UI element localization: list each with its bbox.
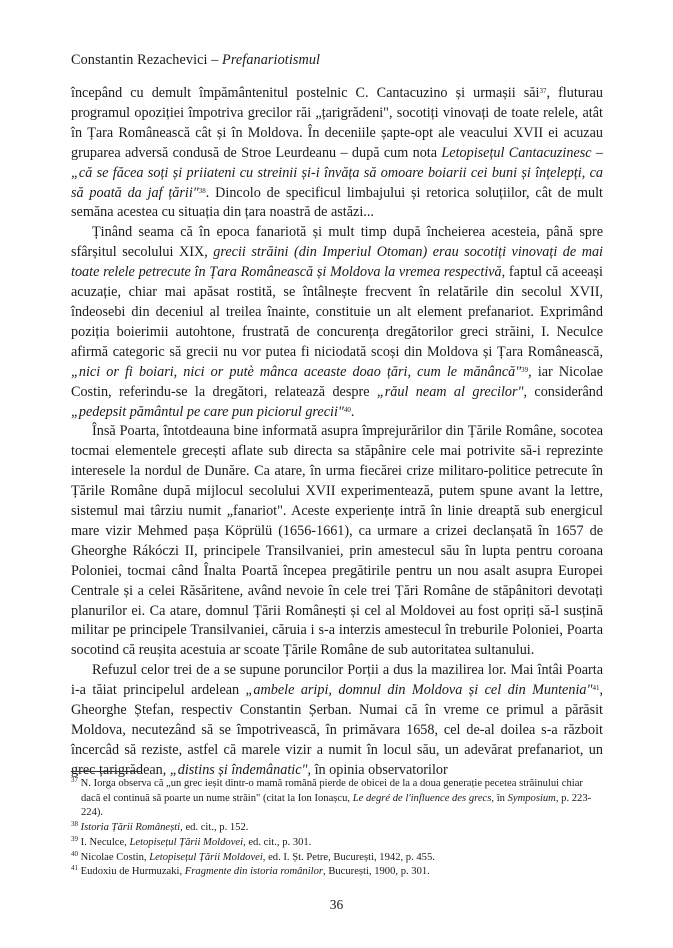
- text-run: N. Iorga observa că „un grec ieșit dintr-o mamă română pierde de obicei de la a doua generație pecetea străinului chiar dacă el continuă să poarte un nume străin" (citat la Ion Ionașcu,: [78, 778, 583, 804]
- running-header: [71, 52, 320, 69]
- paragraph-3: Însă Poarta, întotdeauna bine informată asupra împrejurărilor din Țările Române, socotea tocmai elementele grecești aflate sub directa sa stăpânire cele mai potrivite să-i reprezinte interesele la nordul de Dunăre. Ca atare, în urma fiecărei crize militaro-politice petrecute în Țările Române după mijlocul secolului XVII experimentează, putem spune avant la lettre, sistemul mai târziu numit „fanariot". Aceste experiențe intră în linie dreaptă sub energicul mare vizir Mehmed pașa Köprülü (1656-1661), ca urmare a crizei declanșată în 1657 de Gheorghe Rákóczi II, principele Transilvaniei, prin amestecul său în lupta pentru coroana Poloniei, tocmai când Înalta Poartă începea pregătirile pentru un nou asalt asupra Europei Centrale și a celei Răsăritene, având nevoie în cele trei Țări Române de stăpânitori devotați planurilor ei. Ca atare, domnul Țării Românești și cel al Moldovei au fost opriți să-l susțină militar pe principele Transilvaniei, căruia i s-a interzis amestecul în treburile Poloniei, Poarta socotind că reușita acestuia ar scoate Țările Române de sub autoritatea sultanului.: [71, 423, 603, 659]
- quotation: „că se făcea soți și priiateni cu streinii și-i învăța să omoare boiarii cei buni și înțelepți, ca să poată da jaf țării": [71, 164, 603, 201]
- cited-work-title: Letopisețul Cantacuzinesc: [441, 144, 592, 161]
- text-run: –: [591, 144, 603, 161]
- cited-work-title: Fragmente din istoria românilor: [184, 866, 324, 878]
- footnote-number: 40: [71, 849, 78, 858]
- text-run: , ed. I. Șt. Petre, București, 1942, p. 455.: [262, 851, 435, 863]
- quotation: „nici or fi boiari, nici or putè mânca aceaste doao țări, cum le mănâncă": [71, 363, 522, 380]
- footnote-ref-40: 40: [343, 405, 351, 414]
- footnote-ref-39: 39: [521, 365, 529, 374]
- quotation: „ambele aripi, domnul din Moldova și cel din Muntenia": [245, 682, 593, 699]
- text-run: I. Neculce,: [78, 836, 130, 848]
- quotation: „răul neam al grecilor": [376, 383, 524, 400]
- text-run: , ed. cit., p. 152.: [180, 822, 249, 834]
- cited-work-title: Le degré de l'influence des grecs: [352, 792, 492, 804]
- emphasis: grecii străini (din Imperiul Otoman) erau socotiți vinovați de mai toate relele petrecute în Țara Românească și Moldova la vremea respectivă: [71, 244, 603, 281]
- footnote-41: [71, 865, 603, 880]
- text-run: , considerând: [523, 383, 603, 400]
- text-run: , p. 223-224).: [81, 792, 592, 819]
- text-run: începând cu demult împământenitul postelnic C. Cantacuzino și urmașii săi: [71, 85, 540, 101]
- page-number: 36: [329, 897, 344, 912]
- text-run: . Dincolo de specificul limbajului și retorica soluțiilor, cât de mult semăna acestea cu situația din țara noastră de astăzi...: [71, 184, 603, 221]
- main-text: [71, 84, 603, 781]
- quotation: „pedepsit pământul pe care pun piciorul grecii": [71, 403, 344, 420]
- footnote-divider: [71, 771, 141, 772]
- footnote-number: 37: [71, 776, 78, 784]
- text-run: Refuzul celor trei de a se supune poruncilor Porții a dus la mazilirea lor. Mai întâi Poarta i-a tăiat principelul ardelean: [71, 662, 603, 699]
- paragraph-4: [71, 661, 603, 780]
- header-title: Prefanariotismul: [222, 52, 321, 68]
- text-run: , fluturau programul opoziției împotriva grecilor răi „țarigrădeni", socotiți vinovați de toate relele, atât în Țara Românească cât și în Moldova. În deceniile șapte-opt ale veacului XVII ei acuzau gruparea adversă condusă de Stroe Leurdeanu – după cum nota: [71, 85, 603, 161]
- text-run: , în opinia observatorilor: [307, 761, 448, 778]
- paragraph-1: [71, 84, 603, 223]
- text-run: , Gheorghe Ștefan, respectiv Constantin Șerban. Numai că în vreme ce primul a părăsit Moldova, necutezând să se împotrivească, în primăvara 1658, cel de-al doilea s-a războit încercâd să reziste, astfel că marele vizir a numit în locul său, un adevărat prefanariot, un grec țarigrădean,: [71, 682, 603, 778]
- text-run: , iar Nicolae Costin, referindu-se la dregători, relatează despre: [71, 363, 604, 400]
- footnote-ref-37: 37: [539, 87, 547, 95]
- footnote-40: [71, 851, 603, 866]
- footnote-38: [71, 821, 603, 836]
- header-author: Constantin Rezachevici: [71, 52, 208, 68]
- footnote-number: 39: [71, 834, 78, 843]
- footnote-37: [71, 777, 603, 821]
- footnote-ref-41: 41: [592, 684, 600, 693]
- text-run: , București, 1900, p. 301.: [323, 866, 430, 878]
- footnote-ref-38: 38: [198, 186, 206, 195]
- header-separator: –: [207, 52, 223, 68]
- footnote-number: 38: [71, 820, 78, 829]
- text-run: Nicolae Costin,: [78, 851, 150, 863]
- text-run: , ed. cit., p. 301.: [243, 836, 312, 848]
- footnote-39: [71, 836, 603, 851]
- cited-work-title: Symposium: [507, 792, 556, 804]
- cited-work-title: Istoria Țării Românești: [80, 822, 181, 834]
- text-run: .: [350, 403, 355, 420]
- footnote-number: 41: [71, 864, 78, 873]
- text-run: Ținând seama că în epoca fanariotă și mult timp după încheierea acesteia, până spre sfârșitul secolului XIX,: [71, 224, 603, 261]
- footnotes: [71, 777, 603, 880]
- cited-work-title: Letopisețul Țării Moldovei: [149, 851, 263, 863]
- paragraph-2: [71, 223, 603, 422]
- text-run: , în: [491, 792, 508, 804]
- cited-work-title: Letopisețul Țării Moldovei: [129, 836, 244, 848]
- text-run: Eudoxiu de Hurmuzaki,: [78, 866, 185, 878]
- quotation: „distins și îndemânatic": [169, 761, 308, 778]
- text-run: , faptul că aceeași acuzație, chiar mai apăsat rostită, se întâlnește frecvent în relatările din secolul XVII, îndeosebi din deceniul al treilea înainte, constituie un alt element prefanariot. Exprimând poziția boierimii autohtone, frustrată de concurența dregătorilor greci străini, I. Neculce afirmă categoric să grecii nu vor putea fi niciodată scoși din Moldova și Țara Românească,: [71, 264, 603, 360]
